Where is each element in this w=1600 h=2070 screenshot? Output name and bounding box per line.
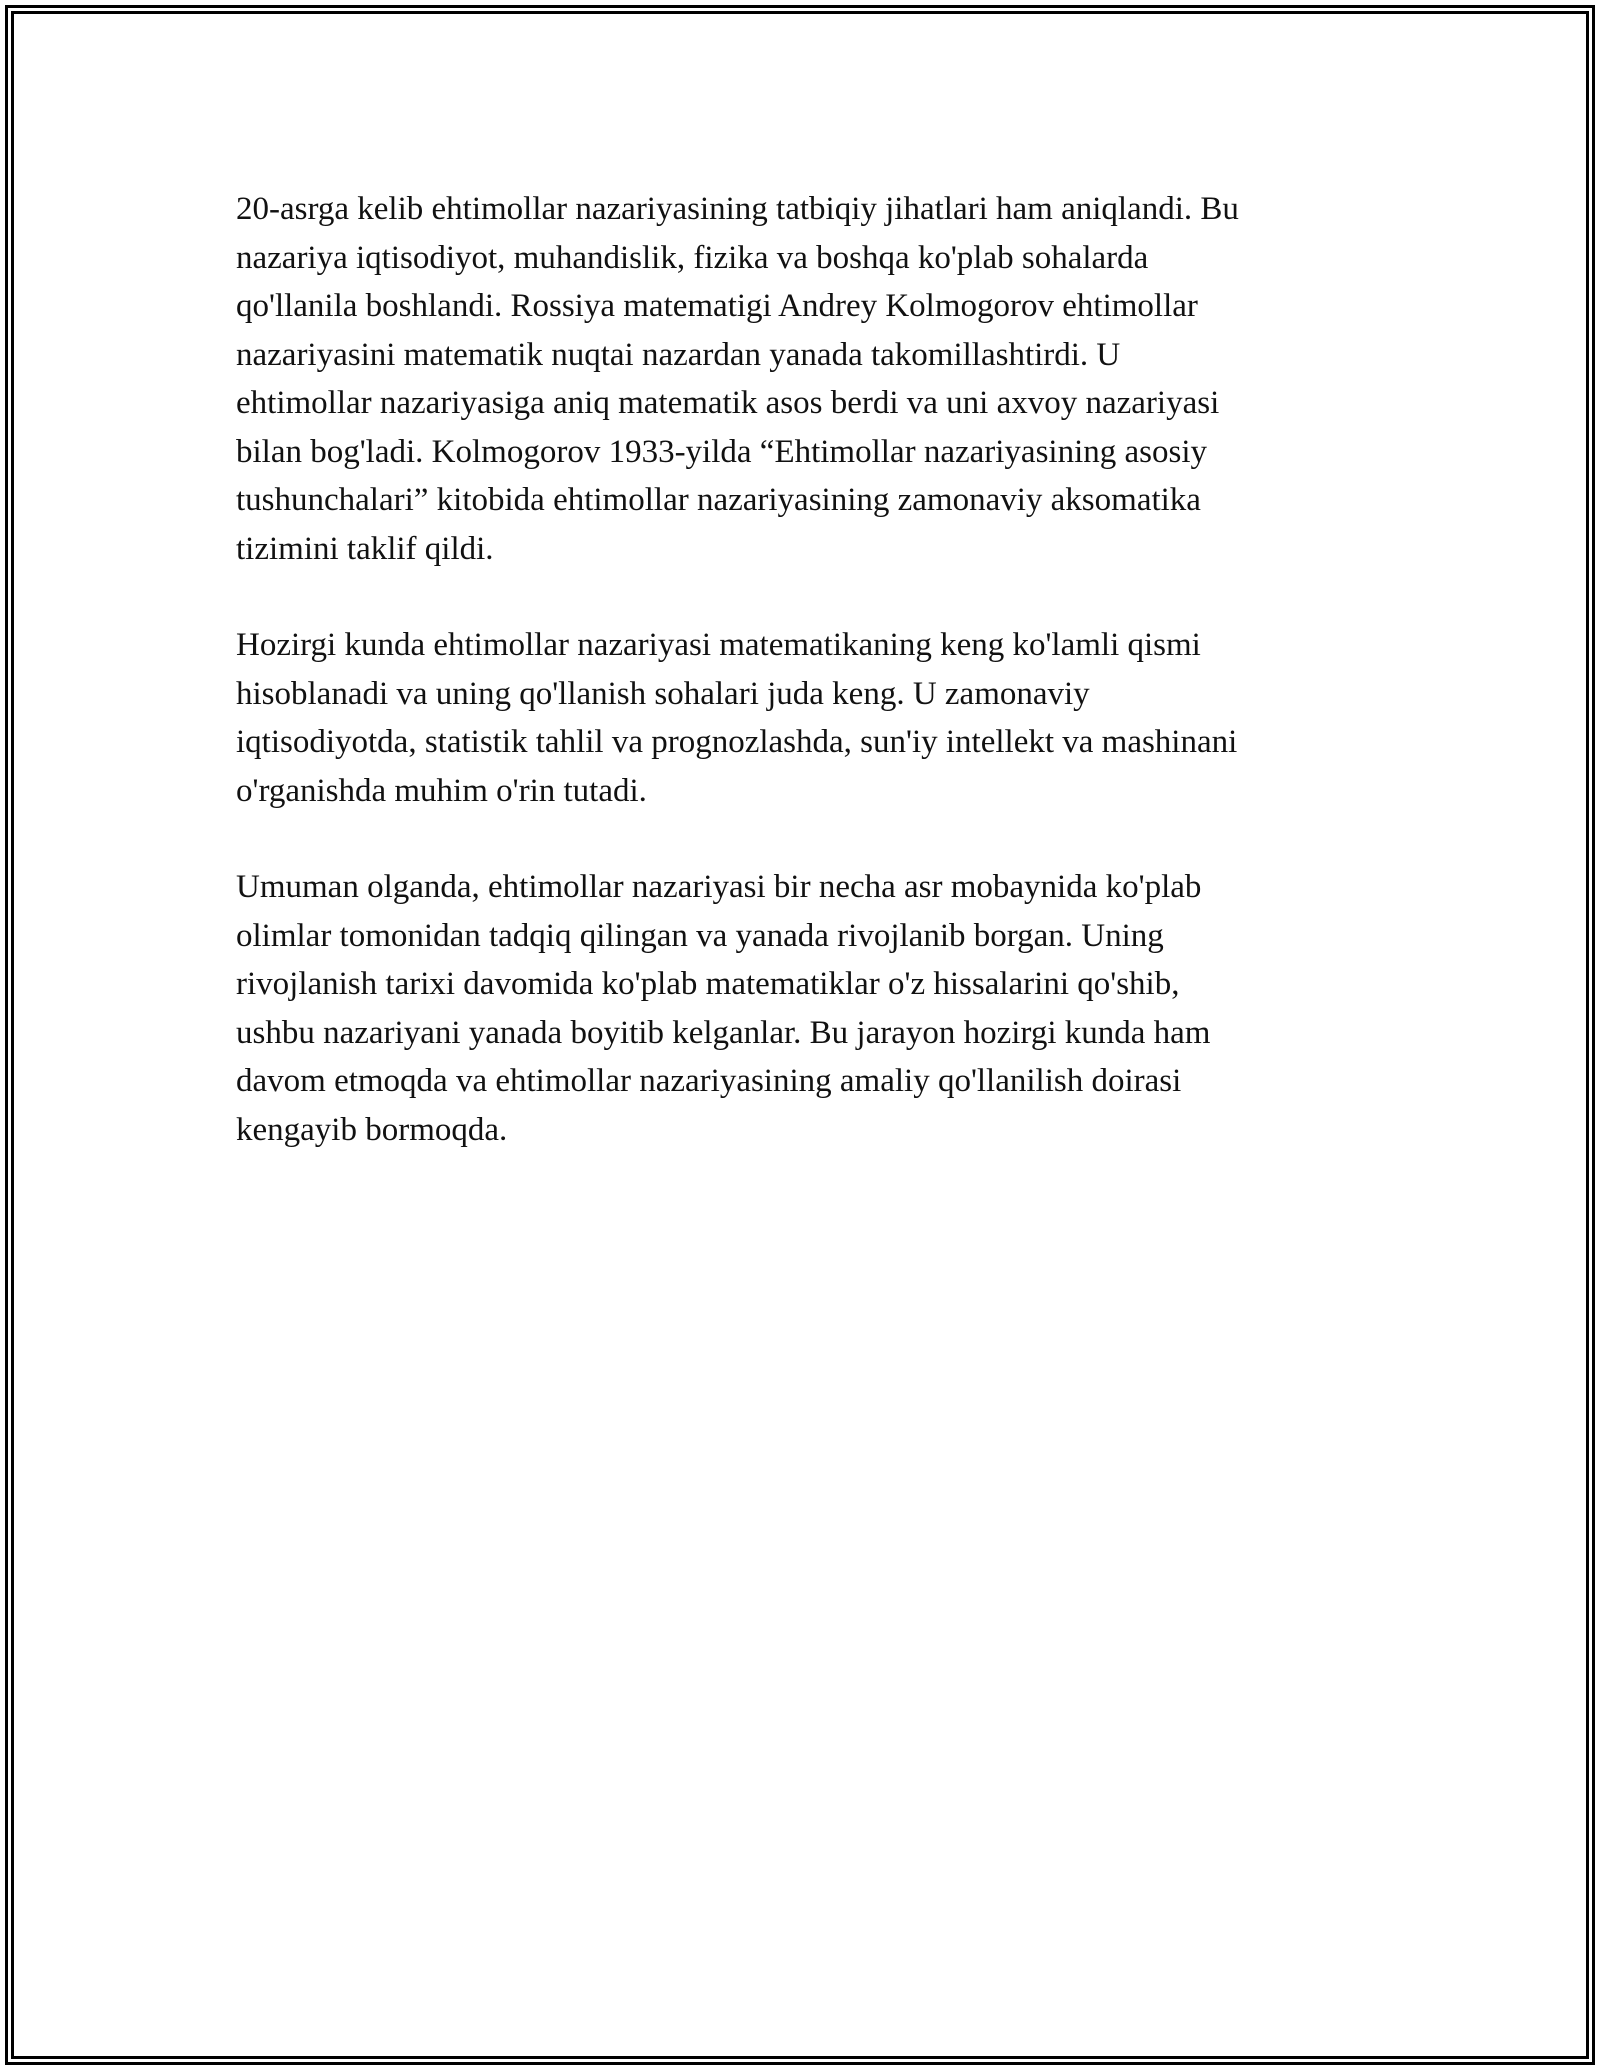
paragraph-2: Hozirgi kunda ehtimollar nazariyasi matematikaning keng ko'lamli qismi hisoblanadi va uning qo'llanish sohalari juda keng. U zamonaviy iqtisodiyotda, statistik tahlil va prognozlashda, sun'iy intellekt va mashinani o'rganishda muhim o'rin tutadi.	[236, 627, 1238, 809]
paragraph-3: Umuman olganda, ehtimollar nazariyasi bir necha asr mobaynida ko'plab olimlar tomonidan tadqiq qilingan va yanada rivojlanib borgan. Uning rivojlanish tarixi davomida ko'plab matematiklar o'z hissalarini qo'shib, ushbu nazariyani yanada boyitib kelganlar. Bu jarayon hozirgi kunda ham davom etmoqda va ehtimollar nazariyasining amaliy qo'llanilish doirasi kengayib bormoqda.	[236, 869, 1211, 1148]
document-body	[236, 185, 1366, 1202]
paragraph-1: 20-asrga kelib ehtimollar nazariyasining tatbiqiy jihatlari ham aniqlandi. Bu nazariya iqtisodiyot, muhandislik, fizika va boshqa ko'plab sohalarda qo'llanila boshlandi. Rossiya matematigi Andrey Kolmogorov ehtimollar nazariyasini matematik nuqtai nazardan yanada takomillashtirdi. U ehtimollar nazariyasiga aniq matematik asos berdi va uni axvoy nazariyasi bilan bog'ladi. Kolmogorov 1933-yilda “Ehtimollar nazariyasining asosiy tushunchalari” kitobida ehtimollar nazariyasining zamonaviy aksomatika tizimini taklif qildi.	[236, 191, 1239, 567]
